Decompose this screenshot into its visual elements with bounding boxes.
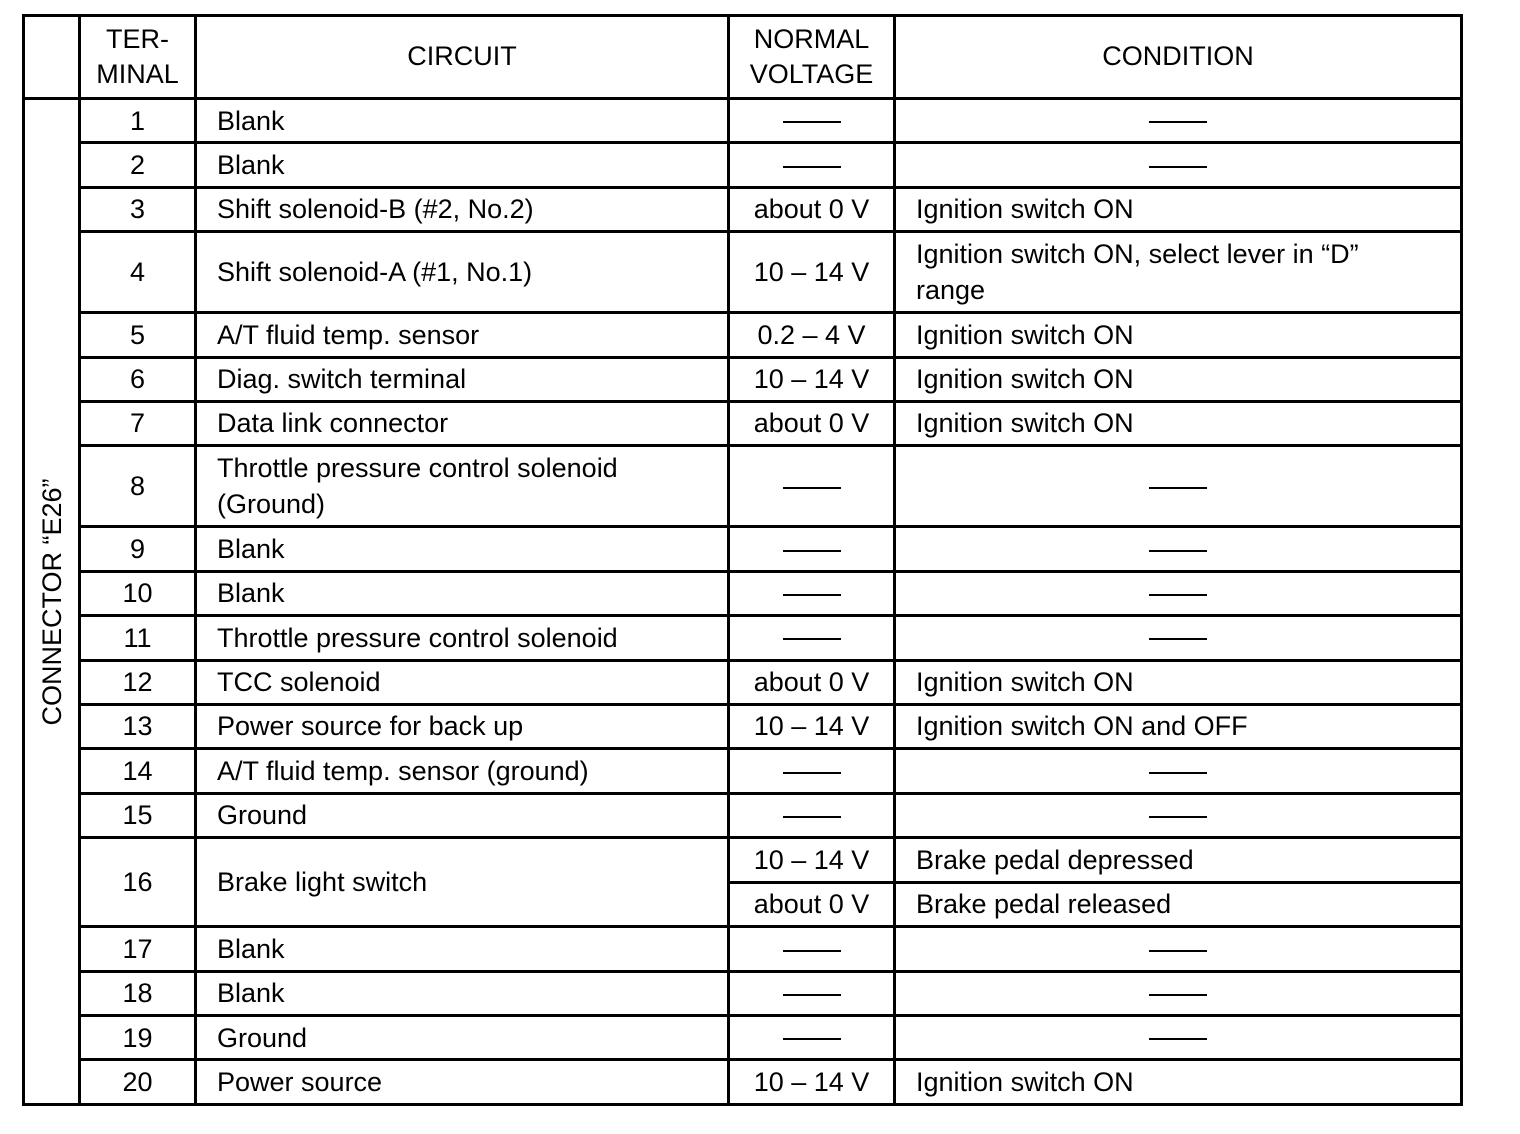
terminal-number: 8 bbox=[80, 446, 196, 527]
normal-voltage: about 0 V bbox=[729, 401, 895, 445]
condition bbox=[895, 1016, 1462, 1060]
condition bbox=[895, 99, 1462, 143]
condition bbox=[895, 971, 1462, 1015]
circuit-name: Shift solenoid-A (#1, No.1) bbox=[196, 232, 729, 313]
dash-mark bbox=[783, 121, 841, 123]
condition: Ignition switch ON bbox=[895, 187, 1462, 231]
normal-voltage: 10 – 14 V bbox=[729, 704, 895, 748]
normal-voltage bbox=[729, 446, 895, 527]
normal-voltage: about 0 V bbox=[729, 660, 895, 704]
condition: Ignition switch ON bbox=[895, 313, 1462, 357]
table-row bbox=[24, 838, 1462, 882]
condition bbox=[895, 446, 1462, 527]
table-header-row bbox=[24, 16, 1462, 99]
table-row bbox=[24, 616, 1462, 660]
condition: Ignition switch ON bbox=[895, 1060, 1462, 1105]
normal-voltage bbox=[729, 749, 895, 793]
condition: Ignition switch ON bbox=[895, 660, 1462, 704]
terminal-number: 6 bbox=[80, 357, 196, 401]
condition: Brake pedal depressed bbox=[895, 838, 1462, 882]
circuit-line1: Throttle pressure control solenoid bbox=[217, 452, 618, 483]
terminal-number: 17 bbox=[80, 927, 196, 971]
dash-mark bbox=[1149, 121, 1207, 123]
dash-mark bbox=[1149, 772, 1207, 774]
table-row bbox=[24, 401, 1462, 445]
terminal-number: 2 bbox=[80, 143, 196, 187]
terminal-number: 1 bbox=[80, 99, 196, 143]
header-terminal bbox=[80, 16, 196, 99]
dash-mark bbox=[783, 487, 841, 489]
connector-spec-sheet bbox=[22, 14, 1460, 1106]
dash-mark bbox=[1149, 816, 1207, 818]
dash-mark bbox=[1149, 487, 1207, 489]
condition-line2: range bbox=[916, 275, 986, 306]
table-row bbox=[24, 571, 1462, 615]
header-voltage-line1: NORMAL bbox=[753, 23, 870, 54]
normal-voltage: 10 – 14 V bbox=[729, 232, 895, 313]
dash-mark bbox=[1149, 1038, 1207, 1040]
dash-mark bbox=[1149, 994, 1207, 996]
normal-voltage: 10 – 14 V bbox=[729, 357, 895, 401]
condition-line1: Ignition switch ON, select lever in “D” bbox=[916, 238, 1359, 269]
table-row bbox=[24, 99, 1462, 143]
dash-mark bbox=[783, 950, 841, 952]
circuit-name: Power source bbox=[196, 1060, 729, 1105]
circuit-line2: (Ground) bbox=[217, 489, 326, 520]
circuit-name: Brake light switch bbox=[196, 838, 729, 927]
circuit-name: TCC solenoid bbox=[196, 660, 729, 704]
dash-mark bbox=[783, 772, 841, 774]
header-voltage-line2: VOLTAGE bbox=[749, 59, 874, 89]
terminal-number: 5 bbox=[80, 313, 196, 357]
normal-voltage bbox=[729, 1016, 895, 1060]
dash-mark bbox=[783, 166, 841, 168]
circuit-name: A/T fluid temp. sensor (ground) bbox=[196, 749, 729, 793]
condition bbox=[895, 616, 1462, 660]
connector-label: CONNECTOR “E26” bbox=[36, 477, 67, 726]
table-row bbox=[24, 971, 1462, 1015]
dash-mark bbox=[783, 994, 841, 996]
terminal-number: 18 bbox=[80, 971, 196, 1015]
condition: Ignition switch ON and OFF bbox=[895, 704, 1462, 748]
terminal-number: 19 bbox=[80, 1016, 196, 1060]
condition: Brake pedal released bbox=[895, 882, 1462, 926]
terminal-voltage-table bbox=[22, 14, 1463, 1106]
circuit-name: Blank bbox=[196, 143, 729, 187]
circuit-name: Ground bbox=[196, 793, 729, 837]
terminal-number: 9 bbox=[80, 527, 196, 571]
circuit-name: Diag. switch terminal bbox=[196, 357, 729, 401]
table-row bbox=[24, 660, 1462, 704]
header-terminal-line2: MINAL bbox=[96, 59, 179, 89]
header-terminal-line1: TER- bbox=[106, 23, 169, 54]
circuit-name bbox=[196, 446, 729, 527]
terminal-number: 7 bbox=[80, 401, 196, 445]
table-row bbox=[24, 357, 1462, 401]
terminal-number: 10 bbox=[80, 571, 196, 615]
normal-voltage: 0.2 – 4 V bbox=[729, 313, 895, 357]
header-normal-voltage bbox=[729, 16, 895, 99]
terminal-number: 3 bbox=[80, 187, 196, 231]
condition bbox=[895, 793, 1462, 837]
dash-mark bbox=[1149, 638, 1207, 640]
table-row bbox=[24, 1060, 1462, 1105]
terminal-number: 11 bbox=[80, 616, 196, 660]
table-row bbox=[24, 187, 1462, 231]
dash-mark bbox=[783, 1038, 841, 1040]
header-connector-blank bbox=[24, 16, 80, 99]
terminal-number: 14 bbox=[80, 749, 196, 793]
circuit-name: Power source for back up bbox=[196, 704, 729, 748]
dash-mark bbox=[1149, 594, 1207, 596]
condition bbox=[895, 143, 1462, 187]
table-row bbox=[24, 446, 1462, 527]
terminal-number: 20 bbox=[80, 1060, 196, 1105]
header-circuit: CIRCUIT bbox=[196, 16, 729, 99]
normal-voltage bbox=[729, 571, 895, 615]
normal-voltage: about 0 V bbox=[729, 882, 895, 926]
table-row bbox=[24, 232, 1462, 313]
dash-mark bbox=[783, 594, 841, 596]
circuit-name: Blank bbox=[196, 99, 729, 143]
circuit-name: Blank bbox=[196, 971, 729, 1015]
normal-voltage bbox=[729, 527, 895, 571]
table-row bbox=[24, 749, 1462, 793]
condition bbox=[895, 749, 1462, 793]
dash-mark bbox=[1149, 550, 1207, 552]
normal-voltage bbox=[729, 927, 895, 971]
header-condition: CONDITION bbox=[895, 16, 1462, 99]
normal-voltage bbox=[729, 971, 895, 1015]
normal-voltage: 10 – 14 V bbox=[729, 838, 895, 882]
normal-voltage: 10 – 14 V bbox=[729, 1060, 895, 1105]
table-row bbox=[24, 704, 1462, 748]
table-row bbox=[24, 143, 1462, 187]
terminal-number: 13 bbox=[80, 704, 196, 748]
table-row bbox=[24, 313, 1462, 357]
condition bbox=[895, 927, 1462, 971]
normal-voltage: about 0 V bbox=[729, 187, 895, 231]
circuit-name: Shift solenoid-B (#2, No.2) bbox=[196, 187, 729, 231]
table-row bbox=[24, 927, 1462, 971]
circuit-name: Data link connector bbox=[196, 401, 729, 445]
terminal-number: 15 bbox=[80, 793, 196, 837]
dash-mark bbox=[1149, 950, 1207, 952]
circuit-name: Blank bbox=[196, 571, 729, 615]
dash-mark bbox=[783, 550, 841, 552]
circuit-name: Ground bbox=[196, 1016, 729, 1060]
condition: Ignition switch ON bbox=[895, 357, 1462, 401]
normal-voltage bbox=[729, 616, 895, 660]
dash-mark bbox=[1149, 166, 1207, 168]
circuit-name: Throttle pressure control solenoid bbox=[196, 616, 729, 660]
normal-voltage bbox=[729, 143, 895, 187]
normal-voltage bbox=[729, 99, 895, 143]
normal-voltage bbox=[729, 793, 895, 837]
condition bbox=[895, 232, 1462, 313]
table-row bbox=[24, 793, 1462, 837]
condition bbox=[895, 527, 1462, 571]
terminal-number: 16 bbox=[80, 838, 196, 927]
circuit-name: Blank bbox=[196, 927, 729, 971]
dash-mark bbox=[783, 638, 841, 640]
circuit-name: Blank bbox=[196, 527, 729, 571]
table-row bbox=[24, 527, 1462, 571]
circuit-name: A/T fluid temp. sensor bbox=[196, 313, 729, 357]
dash-mark bbox=[783, 816, 841, 818]
terminal-number: 12 bbox=[80, 660, 196, 704]
connector-label-cell bbox=[24, 99, 80, 1105]
condition: Ignition switch ON bbox=[895, 401, 1462, 445]
table-row bbox=[24, 1016, 1462, 1060]
condition bbox=[895, 571, 1462, 615]
terminal-number: 4 bbox=[80, 232, 196, 313]
